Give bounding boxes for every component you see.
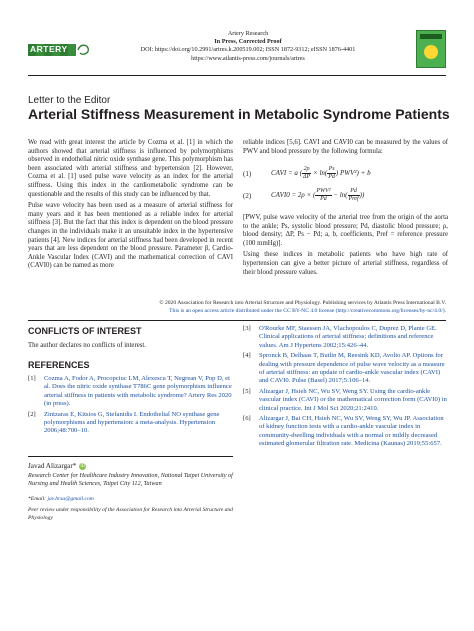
body-left-column [28, 139, 233, 274]
article-status: In Press, Corrected Proof [214, 38, 282, 46]
peer-review-note: Peer review under responsibility of the Association for Research into Arterial Structure and Physiology [28, 507, 233, 521]
reference-item[interactable] [243, 352, 448, 386]
reference-text[interactable]: O'Rourke MF, Staessen JA, Vlachopoulos C, Duprez D, Plante GE. Clinical applications of arterial stiffness; definitions and reference values. Am J Hypertens 2002;15:426–44. [259, 325, 437, 349]
reference-item[interactable] [243, 388, 448, 413]
references-right [243, 325, 448, 451]
doi-line[interactable]: DOI: https://doi.org/10.2991/artres.k.200519.002; ISSN 1872-9312; eISSN 1876-4401 [140, 46, 356, 54]
reference-text[interactable]: Zintzaras E, Kitsios G, Stefanidis I. Endothelial NO synthase gene polymorphisms and hypertension: a meta-analysis. Hypertension 2006;48:700–10. [44, 410, 220, 435]
reference-item[interactable] [243, 325, 448, 350]
equation-lhs: CAVI = a [271, 169, 298, 178]
reference-number: [3] [243, 325, 251, 332]
equation-2: (2) CAVI0 = 2ρ × ( $\frac{\text{PWV²}}{Pd}$ − ln( $\frac{Pd}{\text{Pref}}$ )) [243, 188, 365, 202]
article-title: Arterial Stiffness Measurement in Metabolic Syndrome Patients [28, 106, 450, 122]
body-right-column [243, 214, 448, 280]
reference-text[interactable]: Cozma A, Fodor A, Procopciuc LM, Alexescu T, Negrean V, Pop D, et al. Does the nitric oxide synthase T786C gene polymorphism influence arterial stiffness in patients with metabolic syndrome? Artery Res 2020 (in press). [44, 375, 232, 408]
section-divider [28, 320, 446, 321]
reference-text[interactable]: Alizargar J, Bai CH, Hsieh NC, Wu SV, Weng SY, Wu JP. Association of kidney function tests with a cardio-ankle vascular index in community-dwelling individuals with a normal or mildly decreased estimated glomerular filtration rate. Medicina (Kaunas) 2019;55:657. [259, 415, 444, 448]
reference-number: [5] [243, 387, 251, 395]
journal-name: Artery Research [227, 30, 269, 37]
reference-number: [6] [243, 415, 251, 423]
email-address[interactable]: jav.hrsa@gmail.com [47, 496, 94, 502]
body-paragraph: [PWV, pulse wave velocity of the arterial tree from the origin of the aorta to the ankle; Ps, systolic blood pressure; Pd, diastolic blood pressure; ρ, blood density; ΔP, Ps − Pd; a, b, coefficients, Pref = reference pressure (100 mmHg)]. [243, 214, 448, 247]
journal-header [28, 30, 446, 86]
reference-item[interactable] [28, 411, 233, 436]
body-paragraph: Using these indices in metabolic patients who have high rate of hypertension can give a better picture of arterial stiffness, regardless of their blood pressure values. [243, 251, 448, 276]
equation-lhs: CAVI0 = 2ρ × [271, 191, 312, 200]
equation-fraction: $\frac{Pd}{\text{Pref}}$ [348, 188, 359, 202]
copyright-line: © 2020 Association for Research into Arterial Structure and Physiology. Publishing services by Atlantis Press International B.V. [159, 300, 446, 306]
references-left [28, 375, 233, 438]
author-email [28, 496, 233, 502]
equation-number: (1) [243, 170, 252, 178]
cover-title-band [420, 34, 442, 39]
orcid-icon[interactable]: iD [80, 462, 86, 469]
conflicts-heading: CONFLICTS OF INTEREST [28, 326, 142, 336]
reference-number: [2] [28, 410, 36, 418]
cover-graphic [424, 45, 438, 59]
author-divider [28, 456, 233, 457]
references-heading: REFERENCES [28, 360, 90, 370]
equation-fraction: $\frac{2\rho}{\Delta P}$ [303, 166, 311, 180]
conflicts-text: The author declares no conflicts of interest. [28, 342, 146, 349]
copyright-notice [100, 300, 446, 315]
body-right-intro: reliable indices [5,6]. CAVI and CAVI0 can be measured by the values of PWV and blood pressure by the following formula: [243, 139, 448, 155]
reference-number: [4] [243, 352, 251, 360]
reference-item[interactable] [243, 415, 448, 449]
equation-fraction: $\frac{Ps}{Pd}$ [328, 166, 335, 180]
author-affiliation: Research Center for Healthcare Industry Innovation, National Taipei University of Nursing and Health Sciences, Taipei City 112, Taiwan [28, 472, 233, 487]
body-paragraph: We read with great interest the article by Cozma et al. [1] in which the authors showed that arterial stiffness is influenced by polymorphisms observed in endothelial nitric oxide synthase gene. This polymorphism has been associated with arterial stiffness and hypertension [2]. However, Cozma et al. [1] used pulse wave velocity as an index for the arterial stiffness. Using this index in the cardiometabolic syndrome can be questionable and the results of this study can be influenced by that. [28, 139, 233, 198]
reference-text[interactable]: Alizargar J, Hsieh NC, Wu SV, Weng SY. Using the cardio-ankle vascular index (CAVI) or the mathematical correction form (CAVI0) in clinical practice. Int J Mol Sci 2020;21:2410. [259, 387, 447, 412]
reference-number: [1] [28, 375, 36, 382]
author-name: Javad Alizargar* iD [28, 462, 86, 470]
article-type: Letter to the Editor [28, 95, 111, 106]
journal-cover-image [416, 30, 446, 68]
artery-logo [28, 43, 90, 57]
reference-text[interactable]: Spronck B, Delhaas T, Butlin M, Reesink KD, Avolio AP. Options for dealing with pressure dependence of pulse wave velocity as a measure of arterial stiffness: an update of cardio-ankle vascular index (CAVI) and CAVI0. Pulse (Basel) 2017;5:106–14. [259, 352, 445, 385]
reference-item[interactable] [28, 375, 233, 409]
equation-fraction: $\frac{\text{PWV²}}{Pd}$ [316, 188, 331, 202]
license-line[interactable]: This is an open access article distributed under the CC BY-NC 4.0 license (http://creativecommons.org/licenses/by-nc/4.0/). [169, 307, 446, 314]
body-paragraph: Pulse wave velocity has been used as a measure of arterial stiffness for many years and it has been mentioned as a reliable index for arterial stiffness [3]. But the fact that this index is dependent on the blood pressure changes in the individuals make it an unsuitable index in the hypertensive patients [4]. New indices for arterial stiffness had been developed in recent years that are less dependent on the blood pressure. Parameter β, Cardio-Ankle Vascular Index (CAVI) and the mathematical correction of CAVI (CAVI0) can be named as more [28, 202, 233, 270]
logo-text: ARTERY [30, 44, 68, 54]
journal-url[interactable]: https://www.atlantis-press.com/journals/artres [191, 54, 305, 62]
header-divider [28, 75, 446, 76]
journal-info [108, 30, 388, 63]
email-label: *Email: [28, 496, 47, 502]
equation-1: (1) CAVI = a ( $\frac{2\rho}{\Delta P}$ × ln( $\frac{Ps}{Pd}$ ) PWV²) + b [243, 166, 371, 180]
equation-number: (2) [243, 192, 252, 200]
